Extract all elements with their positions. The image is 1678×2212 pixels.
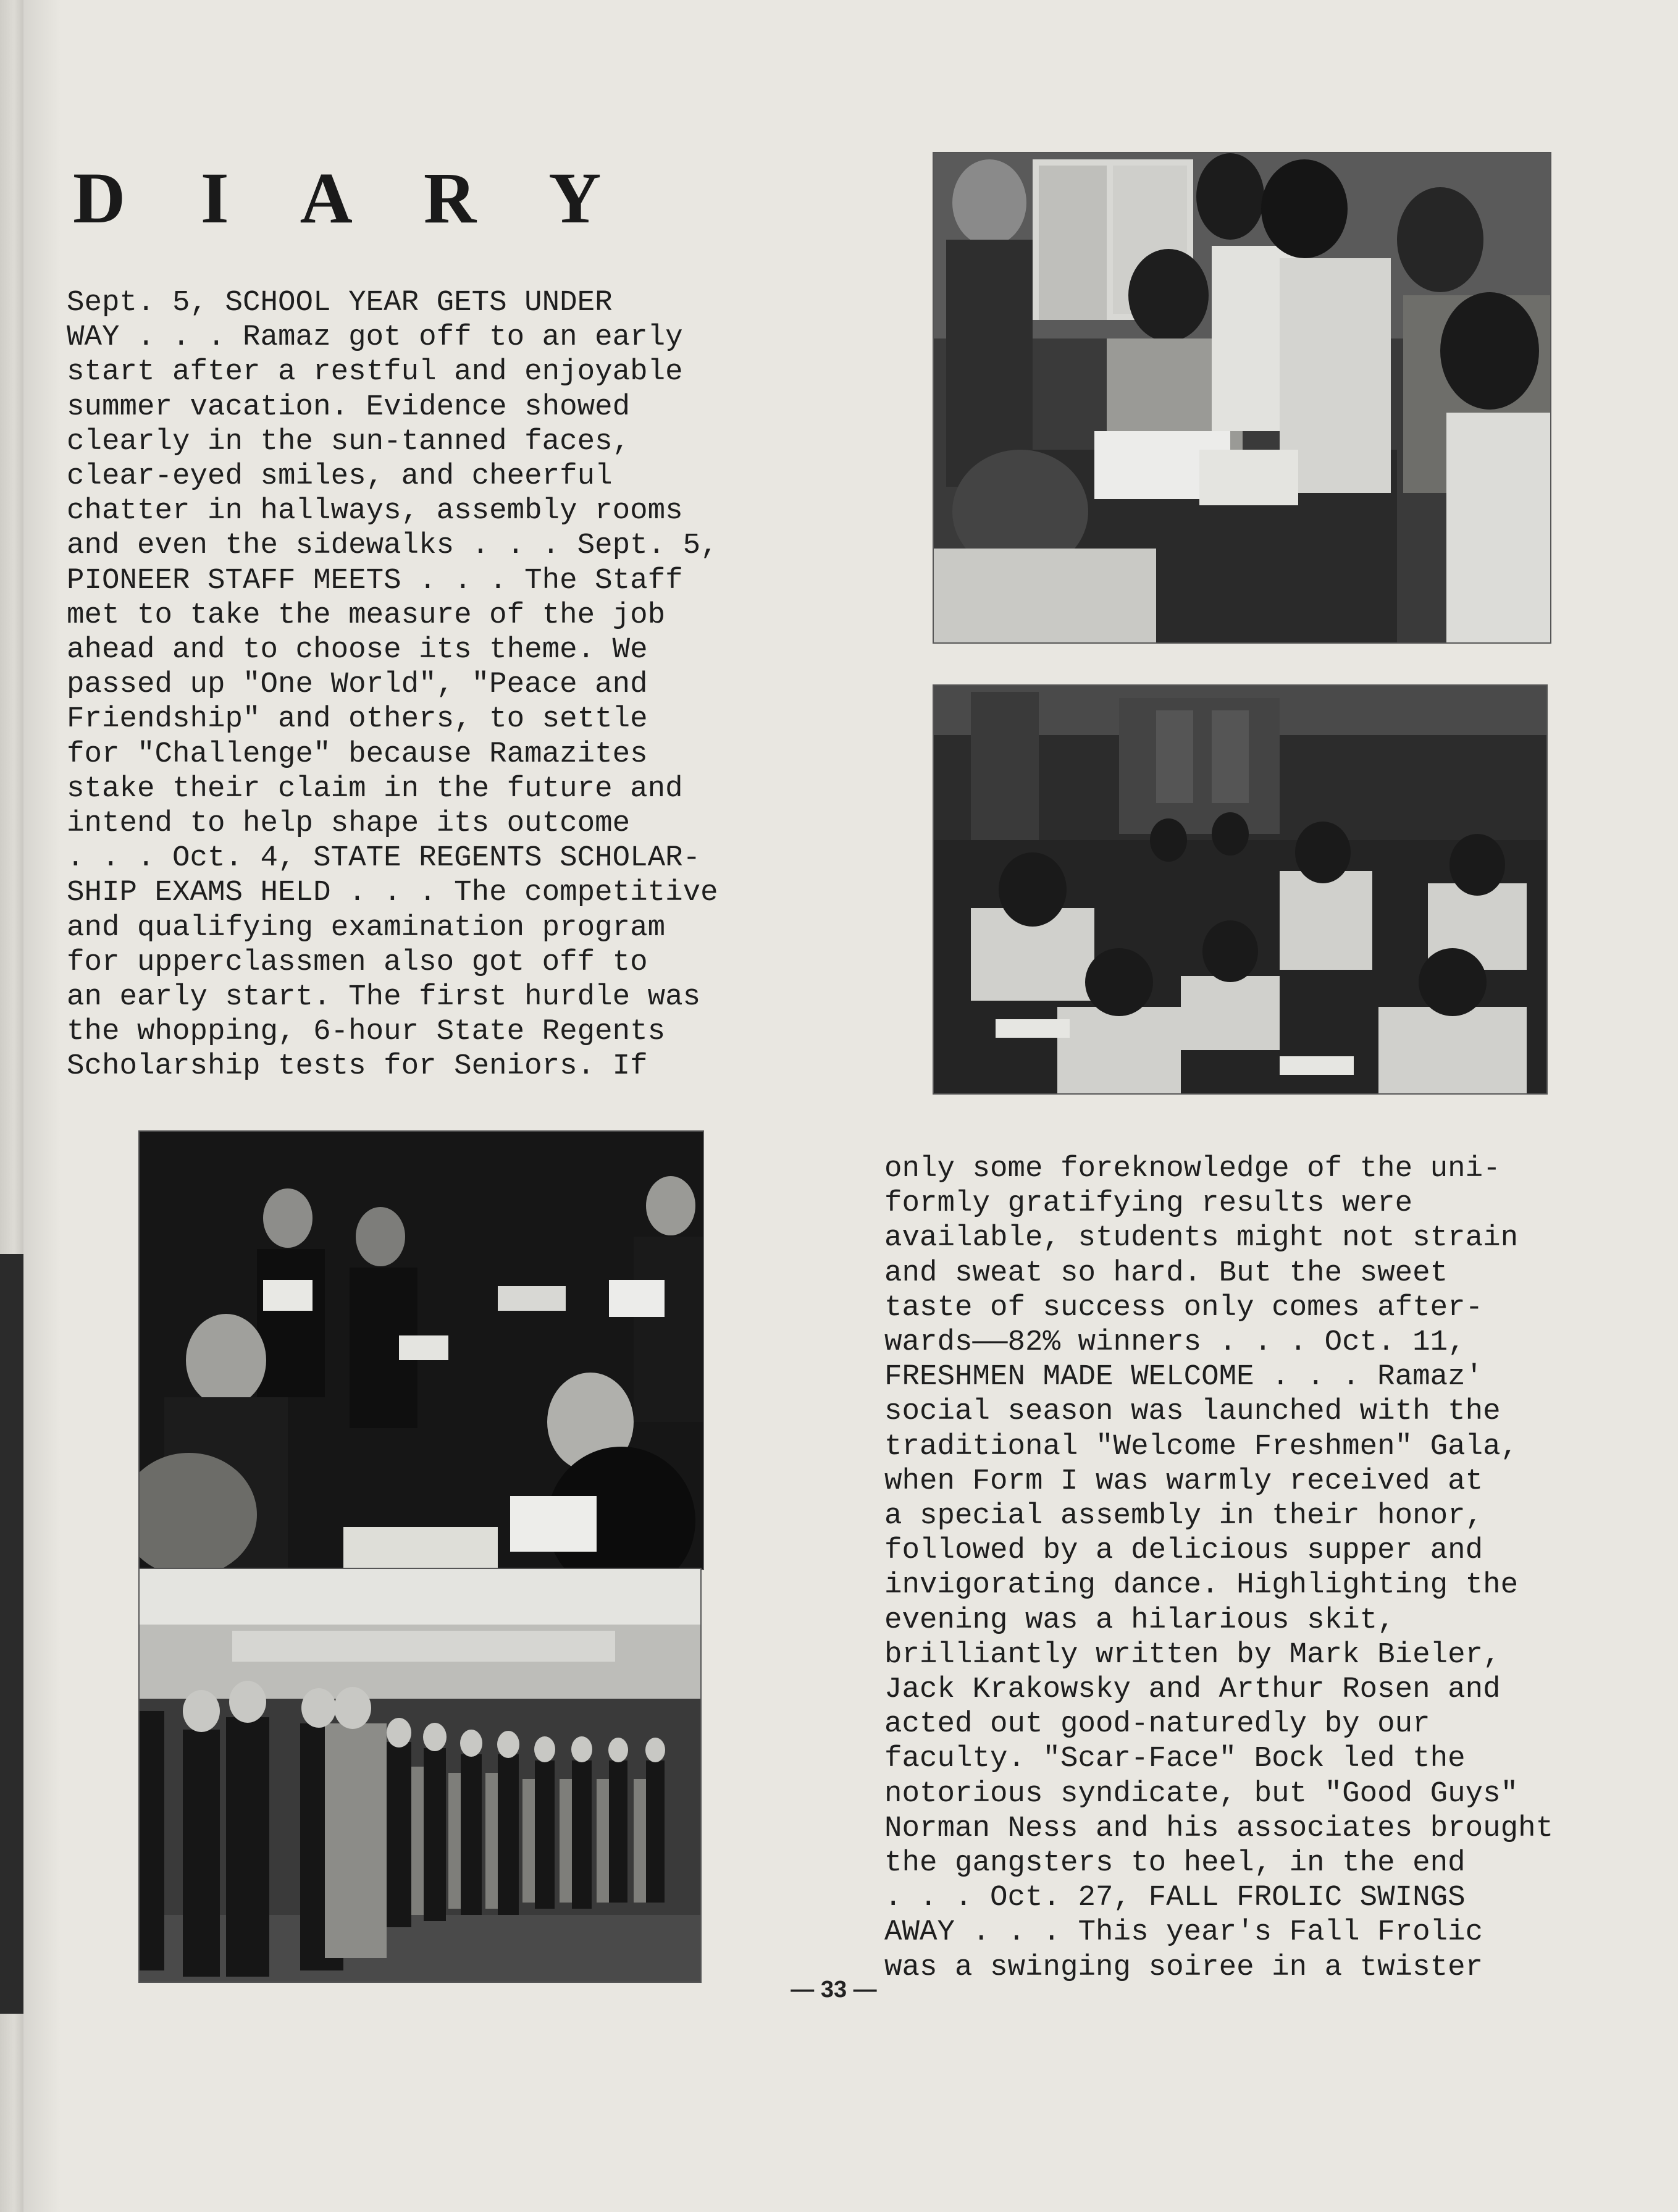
diary-text-column-left: Sept. 5, SCHOOL YEAR GETS UNDER WAY . . . Ramaz got off to an early start after a restful and enjoyable summer vacation. Evidence showed clearly in the sun-tanned faces, clear-eyed smiles, and cheerful chatter in hallways, assembly rooms and even the sidewalks . . . Sept. 5, PIONEER STAFF MEETS . . . The Staff met to take the measure of the job ahead and to choose its theme. We passed up "One World", "Peace and Friendship" and others, to settle for "Challenge" because Ramazites stake their claim in the future and intend to help shape its outcome . . . Oct. 4, STATE REGENTS SCHOLAR- SHIP EXAMS HELD . . . The competitive and qualifying examination program for upperclassmen also got off to an early start. The first hurdle was the whopping, 6-hour State Regents Scholarship tests for Seniors. If: [67, 286, 718, 1083]
photo-freshmen-assembly: [138, 1568, 702, 1983]
gutter-shadow: [23, 0, 61, 2212]
page-number: — 33 —: [791, 1977, 877, 2003]
photo-faculty-skit: [138, 1130, 704, 1570]
diary-text-column-right: only some foreknowledge of the uni- formly gratifying results were available, students might not strain and sweat so hard. But the sweet taste of success only comes after- wards——82% winners . . . Oct. 11, FRESHMEN MADE WELCOME . . . Ramaz' social season was launched with the traditional "Welcome Freshmen" Gala, when Form I was warmly received at a special assembly in their honor, followed by a delicious supper and invigorating dance. Highlighting the evening was a hilarious skit, brilliantly written by Mark Bieler, Jack Krakowsky and Arthur Rosen and acted out good-naturedly by our faculty. "Scar-Face" Bock led the notorious syndicate, but "Good Guys" Norman Ness and his associates brought the gangsters to heel, in the end . . . Oct. 27, FALL FROLIC SWINGS AWAY . . . This year's Fall Frolic was a swinging soiree in a twister: [884, 1152, 1554, 1984]
page-title: D I A R Y: [73, 158, 630, 238]
photo-students-with-books: [933, 152, 1551, 644]
facing-page-photo-edge: [0, 1254, 23, 2014]
facing-page-edge: [0, 0, 23, 2212]
photo-exam-classroom: [933, 684, 1548, 1095]
